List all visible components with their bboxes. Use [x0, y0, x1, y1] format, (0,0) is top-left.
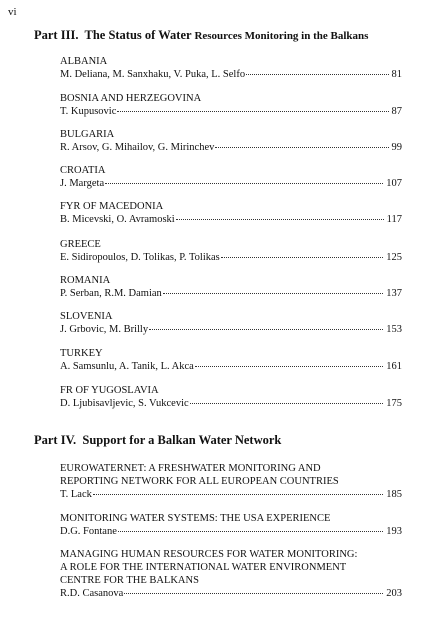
- toc-entry-authors: M. Deliana, M. Sanxhaku, V. Puka, L. Selfo: [60, 69, 246, 80]
- toc-entry-authors: R. Arsov, G. Mihailov, G. Mirinchev: [60, 142, 215, 153]
- toc-entry-title: TURKEY: [60, 348, 103, 359]
- toc-entry-page: 203: [386, 588, 402, 599]
- toc-entry: [60, 512, 402, 538]
- toc-entry-page: 99: [391, 142, 402, 153]
- toc-entry-authors-row: [60, 287, 402, 300]
- toc-entry-authors-row: [60, 587, 402, 600]
- toc-entry-authors: D. Ljubisavljevic, S. Vukcevic: [60, 398, 189, 409]
- dot-leader: [163, 292, 383, 294]
- toc-entry: [60, 55, 402, 81]
- toc-entry-authors-row: [60, 323, 402, 336]
- toc-entry-title: REPORTING NETWORK FOR ALL EUROPEAN COUNTRIES: [60, 476, 339, 487]
- toc-entry: [60, 238, 402, 264]
- toc-entry-authors: E. Sidiropoulos, D. Tolikas, P. Tolikas: [60, 252, 220, 263]
- toc-entry-page: 107: [386, 178, 402, 189]
- toc-entry: [60, 200, 402, 226]
- toc-entry-title: CROATIA: [60, 165, 106, 176]
- dot-leader: [215, 146, 388, 148]
- toc-entry-page: 161: [386, 361, 402, 372]
- toc-entry-page: 117: [386, 214, 402, 225]
- toc-entry-authors: P. Serban, R.M. Damian: [60, 288, 162, 299]
- toc-entry-authors: J. Margeta: [60, 178, 105, 189]
- toc-entry-authors-row: [60, 488, 402, 501]
- toc-entry-authors-row: [60, 397, 402, 410]
- dot-leader: [246, 73, 388, 75]
- page-number: vi: [8, 6, 17, 18]
- toc-entry-authors: B. Micevski, O. Avramoski: [60, 214, 175, 225]
- toc-entry: [60, 384, 402, 410]
- part3-label: Part III.: [34, 28, 79, 42]
- toc-entry-title: ALBANIA: [60, 56, 108, 67]
- toc-entry-title: BULGARIA: [60, 129, 115, 140]
- toc-entry-authors-row: [60, 525, 402, 538]
- part3-title-small: Resources Monitoring in the Balkans: [194, 30, 369, 42]
- toc-entry: [60, 462, 402, 501]
- toc-entry-page: 153: [386, 324, 402, 335]
- toc-entry-title: CENTRE FOR THE BALKANS: [60, 575, 199, 586]
- dot-leader: [93, 493, 383, 495]
- toc-entry-title: GREECE: [60, 239, 101, 250]
- toc-entry-authors: T. Kupusovic: [60, 106, 117, 117]
- toc-entry: [60, 310, 402, 336]
- part3-title-main: The Status of Water: [84, 28, 192, 42]
- toc-entry-page: 137: [386, 288, 402, 299]
- toc-entry-authors-row: [60, 105, 402, 118]
- toc-entry-authors-row: [60, 177, 402, 190]
- toc-entry-authors: T. Lack: [60, 489, 92, 500]
- toc-entry-title: FR OF YUGOSLAVIA: [60, 385, 159, 396]
- toc-entry-authors: J. Grbovic, M. Brilly: [60, 324, 149, 335]
- dot-leader: [176, 218, 384, 220]
- part4-heading: [34, 433, 281, 448]
- toc-entry-title: SLOVENIA: [60, 311, 113, 322]
- toc-entry-authors-row: [60, 141, 402, 154]
- dot-leader: [117, 110, 388, 112]
- toc-entry-page: 125: [386, 252, 402, 263]
- dot-leader: [195, 365, 383, 367]
- toc-entry-page: 193: [386, 526, 402, 537]
- toc-entry-title: A ROLE FOR THE INTERNATIONAL WATER ENVIRONMENT: [60, 562, 347, 573]
- toc-entry-title: BOSNIA AND HERZEGOVINA: [60, 93, 202, 104]
- toc-entry-title: FYR OF MACEDONIA: [60, 201, 164, 212]
- toc-entry: [60, 548, 402, 600]
- toc-entry: [60, 274, 402, 300]
- toc-entry-authors-row: [60, 213, 402, 226]
- dot-leader: [124, 592, 383, 594]
- part3-heading: [34, 28, 368, 43]
- toc-entry-page: 87: [391, 106, 402, 117]
- part4-label: Part IV.: [34, 433, 77, 447]
- dot-leader: [190, 402, 384, 404]
- dot-leader: [221, 256, 384, 258]
- toc-entry-authors: A. Samsunlu, A. Tanik, L. Akca: [60, 361, 194, 372]
- toc-entry: [60, 92, 402, 118]
- toc-entry-page: 175: [386, 398, 402, 409]
- toc-entry-title: MANAGING HUMAN RESOURCES FOR WATER MONITORING:: [60, 549, 358, 560]
- toc-entry-authors-row: [60, 360, 402, 373]
- dot-leader: [105, 182, 383, 184]
- toc-entry: [60, 164, 402, 190]
- dot-leader: [118, 530, 383, 532]
- toc-entry-title: EUROWATERNET: A FRESHWATER MONITORING AND: [60, 463, 321, 474]
- toc-entry: [60, 128, 402, 154]
- toc-entry: [60, 347, 402, 373]
- dot-leader: [149, 328, 383, 330]
- toc-entry-authors-row: [60, 251, 402, 264]
- toc-entry-page: 81: [391, 69, 402, 80]
- toc-entry-title: ROMANIA: [60, 275, 111, 286]
- toc-entry-page: 185: [386, 489, 402, 500]
- toc-entry-authors: D.G. Fontane: [60, 526, 117, 537]
- toc-entry-authors-row: [60, 68, 402, 81]
- toc-entry-title: MONITORING WATER SYSTEMS: THE USA EXPERIENCE: [60, 513, 331, 524]
- toc-entry-authors: R.D. Casanova: [60, 588, 124, 599]
- part4-title: Support for a Balkan Water Network: [82, 433, 282, 447]
